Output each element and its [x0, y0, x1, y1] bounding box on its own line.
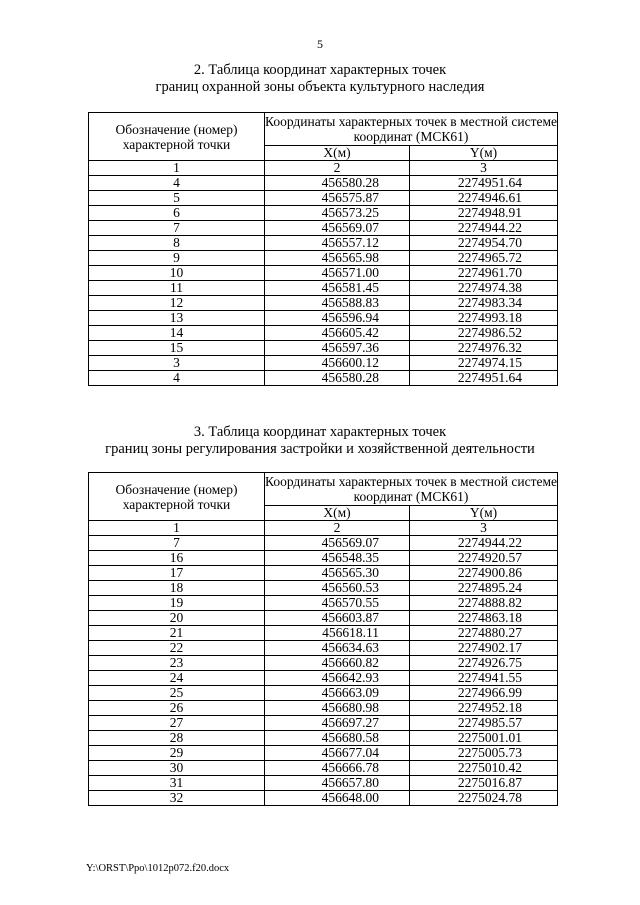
table-row	[89, 776, 558, 791]
x-coordinate-cell: 456648.00	[265, 791, 410, 806]
point-cell: 10	[89, 266, 265, 281]
point-cell: 26	[89, 701, 265, 716]
index-cell: 1	[89, 161, 265, 176]
y-coordinate-cell: 2274985.57	[410, 716, 558, 731]
table-row	[89, 566, 558, 581]
point-cell: 23	[89, 656, 265, 671]
x-coordinate-cell: 456660.82	[265, 656, 410, 671]
table-row	[89, 296, 558, 311]
x-coordinate-cell: 456565.98	[265, 251, 410, 266]
x-coordinate-cell: 456657.80	[265, 776, 410, 791]
table3-coordinates	[88, 472, 558, 806]
column-index-row	[89, 161, 558, 176]
table2-coordinates	[88, 112, 558, 386]
table-row	[89, 791, 558, 806]
index-cell: 3	[410, 521, 558, 536]
table-row	[89, 356, 558, 371]
point-cell: 24	[89, 671, 265, 686]
table-row	[89, 761, 558, 776]
table-row	[89, 371, 558, 386]
table-row	[89, 251, 558, 266]
y-coordinate-cell: 2274944.22	[410, 536, 558, 551]
coordinates-column-header: Координаты характерных точек в местной системе координат (МСК61)	[265, 114, 558, 144]
x-coordinate-cell: 456597.36	[265, 341, 410, 356]
x-coordinate-cell: 456548.35	[265, 551, 410, 566]
x-coordinate-cell: 456677.04	[265, 746, 410, 761]
x-coordinate-cell: 456565.30	[265, 566, 410, 581]
table-row	[89, 236, 558, 251]
x-coordinate-cell: 456600.12	[265, 356, 410, 371]
table2-title-line2: границ охранной зоны объекта культурного наследия	[155, 79, 485, 95]
x-coordinate-cell: 456680.58	[265, 731, 410, 746]
point-cell: 28	[89, 731, 265, 746]
table-row	[89, 641, 558, 656]
table-row	[89, 551, 558, 566]
document-file-path: Y:\ORST\Ppo\1012p072.f20.docx	[86, 863, 230, 874]
point-cell: 31	[89, 776, 265, 791]
table-row	[89, 326, 558, 341]
index-cell: 1	[89, 521, 265, 536]
table-row	[89, 536, 558, 551]
table-row	[89, 206, 558, 221]
table-row	[89, 656, 558, 671]
y-column-header: Y(м)	[410, 506, 558, 521]
point-cell: 25	[89, 686, 265, 701]
index-cell: 2	[265, 521, 410, 536]
y-coordinate-cell: 2274880.27	[410, 626, 558, 641]
x-coordinate-cell: 456588.83	[265, 296, 410, 311]
x-coordinate-cell: 456569.07	[265, 536, 410, 551]
y-coordinate-cell: 2274951.64	[410, 176, 558, 191]
x-coordinate-cell: 456697.27	[265, 716, 410, 731]
point-cell: 14	[89, 326, 265, 341]
x-coordinate-cell: 456596.94	[265, 311, 410, 326]
y-coordinate-cell: 2274863.18	[410, 611, 558, 626]
column-index-row	[89, 521, 558, 536]
table-row	[89, 311, 558, 326]
y-coordinate-cell: 2275016.87	[410, 776, 558, 791]
table-row	[89, 281, 558, 296]
point-cell: 3	[89, 356, 265, 371]
table2-title	[0, 62, 640, 96]
table3-title-line2: границ зоны регулирования застройки и хозяйственной деятельности	[105, 441, 535, 457]
point-cell: 30	[89, 761, 265, 776]
x-coordinate-cell: 456603.87	[265, 611, 410, 626]
y-coordinate-cell: 2274952.18	[410, 701, 558, 716]
table-row	[89, 731, 558, 746]
point-cell: 17	[89, 566, 265, 581]
point-cell: 8	[89, 236, 265, 251]
page-number: 5	[317, 37, 323, 51]
table-header-row	[89, 473, 558, 506]
table3-title	[0, 424, 640, 458]
y-coordinate-cell: 2274900.86	[410, 566, 558, 581]
x-coordinate-cell: 456605.42	[265, 326, 410, 341]
point-cell: 22	[89, 641, 265, 656]
point-cell: 21	[89, 626, 265, 641]
point-cell: 7	[89, 536, 265, 551]
y-coordinate-cell: 2275010.42	[410, 761, 558, 776]
y-coordinate-cell: 2274895.24	[410, 581, 558, 596]
index-cell: 2	[265, 161, 410, 176]
x-coordinate-cell: 456560.53	[265, 581, 410, 596]
point-cell: 4	[89, 371, 265, 386]
point-cell: 29	[89, 746, 265, 761]
table-row	[89, 341, 558, 356]
y-coordinate-cell: 2274920.57	[410, 551, 558, 566]
table-row	[89, 581, 558, 596]
x-coordinate-cell: 456571.00	[265, 266, 410, 281]
x-coordinate-cell: 456663.09	[265, 686, 410, 701]
x-column-header: X(м)	[265, 146, 410, 161]
y-coordinate-cell: 2275024.78	[410, 791, 558, 806]
y-coordinate-cell: 2274888.82	[410, 596, 558, 611]
point-cell: 15	[89, 341, 265, 356]
x-coordinate-cell: 456680.98	[265, 701, 410, 716]
y-coordinate-cell: 2274993.18	[410, 311, 558, 326]
table-row	[89, 191, 558, 206]
y-coordinate-cell: 2275005.73	[410, 746, 558, 761]
point-cell: 12	[89, 296, 265, 311]
x-coordinate-cell: 456642.93	[265, 671, 410, 686]
y-coordinate-cell: 2274948.91	[410, 206, 558, 221]
y-coordinate-cell: 2274966.99	[410, 686, 558, 701]
y-coordinate-cell: 2274983.34	[410, 296, 558, 311]
table-row	[89, 716, 558, 731]
x-coordinate-cell: 456618.11	[265, 626, 410, 641]
y-coordinate-cell: 2274961.70	[410, 266, 558, 281]
point-cell: 32	[89, 791, 265, 806]
x-coordinate-cell: 456569.07	[265, 221, 410, 236]
y-coordinate-cell: 2274941.55	[410, 671, 558, 686]
y-coordinate-cell: 2274974.15	[410, 356, 558, 371]
y-coordinate-cell: 2274976.32	[410, 341, 558, 356]
y-column-header: Y(м)	[410, 146, 558, 161]
point-cell: 5	[89, 191, 265, 206]
table3-title-line1: 3. Таблица координат характерных точек	[193, 424, 447, 440]
x-coordinate-cell: 456573.25	[265, 206, 410, 221]
point-cell: 18	[89, 581, 265, 596]
point-cell: 16	[89, 551, 265, 566]
x-coordinate-cell: 456570.55	[265, 596, 410, 611]
table-row	[89, 221, 558, 236]
table-row	[89, 611, 558, 626]
table-row	[89, 266, 558, 281]
point-column-header: Обозначение (номер) характерной точки	[89, 113, 265, 161]
y-coordinate-cell: 2274954.70	[410, 236, 558, 251]
y-coordinate-cell: 2274946.61	[410, 191, 558, 206]
table-row	[89, 176, 558, 191]
point-cell: 4	[89, 176, 265, 191]
table-header-row	[89, 113, 558, 146]
table-row	[89, 701, 558, 716]
table-row	[89, 671, 558, 686]
x-coordinate-cell: 456575.87	[265, 191, 410, 206]
table2-title-line1: 2. Таблица координат характерных точек	[193, 62, 447, 78]
index-cell: 3	[410, 161, 558, 176]
table-row	[89, 626, 558, 641]
point-cell: 13	[89, 311, 265, 326]
y-coordinate-cell: 2274951.64	[410, 371, 558, 386]
x-coordinate-cell: 456580.28	[265, 176, 410, 191]
table-row	[89, 746, 558, 761]
point-cell: 19	[89, 596, 265, 611]
y-coordinate-cell: 2274926.75	[410, 656, 558, 671]
table-row	[89, 596, 558, 611]
x-column-header: X(м)	[265, 506, 410, 521]
y-coordinate-cell: 2274986.52	[410, 326, 558, 341]
x-coordinate-cell: 456581.45	[265, 281, 410, 296]
point-cell: 11	[89, 281, 265, 296]
x-coordinate-cell: 456557.12	[265, 236, 410, 251]
point-cell: 9	[89, 251, 265, 266]
point-cell: 27	[89, 716, 265, 731]
y-coordinate-cell: 2274965.72	[410, 251, 558, 266]
y-coordinate-cell: 2274902.17	[410, 641, 558, 656]
point-cell: 20	[89, 611, 265, 626]
point-cell: 6	[89, 206, 265, 221]
x-coordinate-cell: 456634.63	[265, 641, 410, 656]
point-cell: 7	[89, 221, 265, 236]
y-coordinate-cell: 2275001.01	[410, 731, 558, 746]
x-coordinate-cell: 456580.28	[265, 371, 410, 386]
coordinates-column-header: Координаты характерных точек в местной системе координат (МСК61)	[265, 474, 558, 504]
table-row	[89, 686, 558, 701]
x-coordinate-cell: 456666.78	[265, 761, 410, 776]
point-column-header: Обозначение (номер) характерной точки	[89, 473, 265, 521]
y-coordinate-cell: 2274944.22	[410, 221, 558, 236]
y-coordinate-cell: 2274974.38	[410, 281, 558, 296]
